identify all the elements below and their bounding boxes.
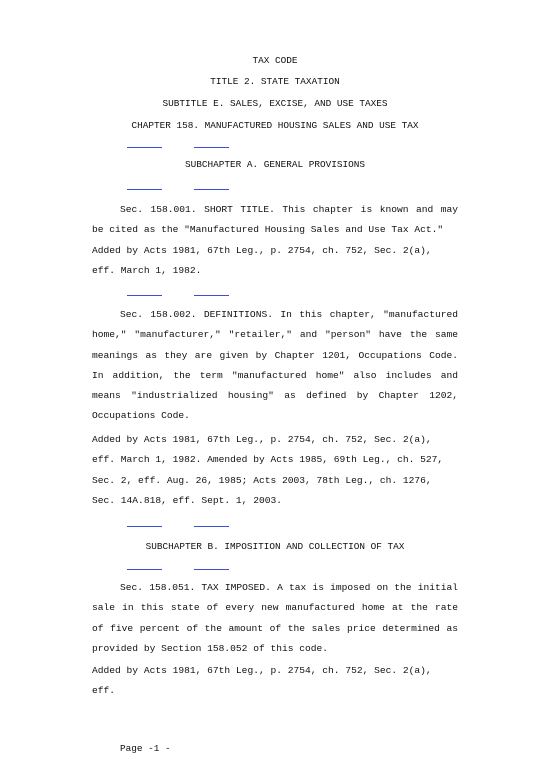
section-158-051 [92, 578, 458, 659]
link-underline[interactable] [127, 569, 162, 570]
link-underline[interactable] [194, 147, 229, 148]
link-underline[interactable] [194, 189, 229, 190]
section-158-001-text: Sec. 158.001. SHORT TITLE. This chapter is known and may be cited as the "Manufactured Housing Sales and Use Tax Act." [92, 204, 458, 236]
section-158-001-history: Added by Acts 1981, 67th Leg., p. 2754, ch. 752, Sec. 2(a), eff. March 1, 1982. [92, 245, 432, 277]
chapter-heading: CHAPTER 158. MANUFACTURED HOUSING SALES AND USE TAX [131, 120, 419, 131]
section-158-002-history: Added by Acts 1981, 67th Leg., p. 2754, ch. 752, Sec. 2(a), eff. March 1, 1982. Amended by Acts 1985, 69th Leg., ch. 527, Sec. 2, eff. Aug. 26, 1985; Acts 2003, 78th Leg., ch. 1276, Sec. 14A.818, eff. Sept. 1, 2003. [92, 434, 444, 506]
page-number: Page -1 - [120, 743, 171, 754]
link-underline[interactable] [194, 295, 229, 296]
subchapter-a-heading: SUBCHAPTER A. GENERAL PROVISIONS [184, 159, 366, 170]
link-underline[interactable] [127, 147, 162, 148]
section-158-002-text: Sec. 158.002. DEFINITIONS. In this chapter, "manufactured home," "manufacturer," "retailer," and "person" have the same meanings as they are given by Chapter 1201, Occupations Code. In addition, the term "manufactured home" also includes and means "industrialized housing" as defined by Chapter 1202, Occupations Code. [92, 309, 458, 422]
section-158-051-text: Sec. 158.051. TAX IMPOSED. A tax is imposed on the initial sale in this state of every new manufactured home at the rate of five percent of the amount of the sales price determined as provided by Section 158.052 of this code. [92, 582, 458, 654]
link-underline[interactable] [127, 526, 162, 527]
link-underline[interactable] [127, 295, 162, 296]
link-underline[interactable] [194, 526, 229, 527]
section-158-001 [92, 200, 458, 241]
section-158-002 [92, 305, 458, 427]
code-title: TAX CODE [252, 55, 298, 66]
subtitle-heading: SUBTITLE E. SALES, EXCISE, AND USE TAXES [162, 98, 388, 109]
section-158-051-history: Added by Acts 1981, 67th Leg., p. 2754, ch. 752, Sec. 2(a), eff. [92, 665, 432, 697]
link-underline[interactable] [194, 569, 229, 570]
link-underline[interactable] [127, 189, 162, 190]
title-heading: TITLE 2. STATE TAXATION [210, 76, 340, 87]
subchapter-b-heading: SUBCHAPTER B. IMPOSITION AND COLLECTION OF TAX [145, 541, 405, 552]
